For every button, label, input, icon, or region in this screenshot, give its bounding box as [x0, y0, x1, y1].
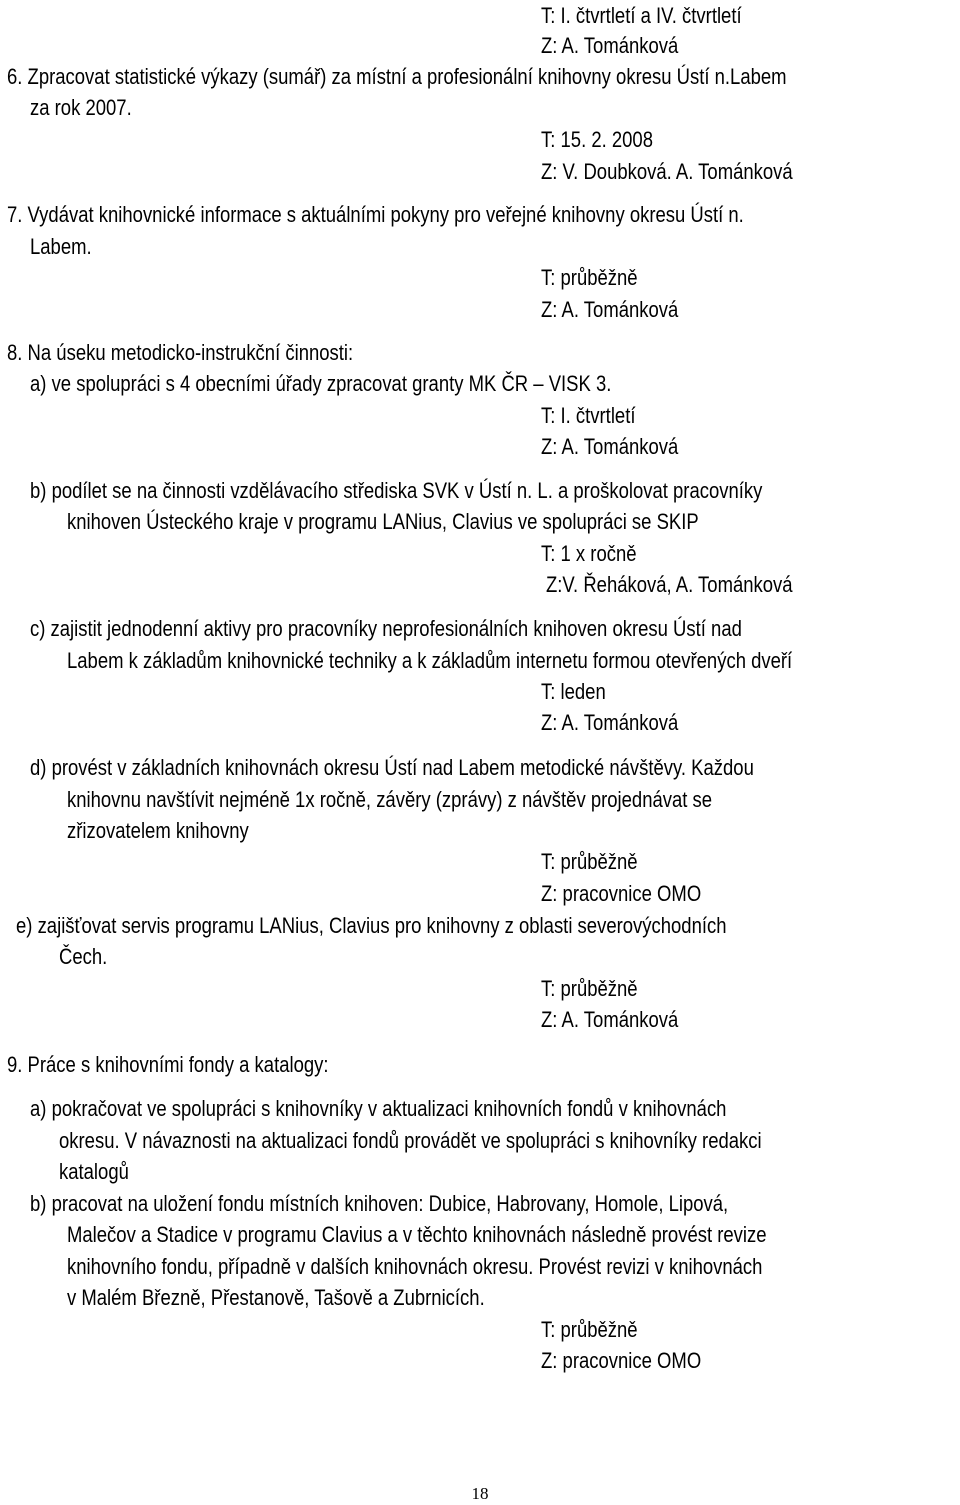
responsible-line: Z: A. Tománková	[541, 434, 679, 459]
term-line: T: průběžně	[541, 976, 638, 1001]
item-9-heading: 9. Práce s knihovními fondy a katalogy:	[7, 1052, 329, 1077]
responsible-line: Z: A. Tománková	[541, 710, 679, 735]
item-7-text: Labem.	[30, 234, 92, 259]
item-8d-text: knihovnu navštívit nejméně 1x ročně, závěry (zprávy) z návštěv projednávat se	[67, 787, 713, 812]
item-9b-text: v Malém Březně, Přestanově, Tašově a Zubrnicích.	[67, 1285, 485, 1310]
page-number: 18	[471, 1484, 489, 1503]
term-line: T: 15. 2. 2008	[541, 127, 653, 152]
item-9b-text: knihovního fondu, případně v dalších knihovnách okresu. Provést revizi v knihovnách	[67, 1254, 763, 1279]
responsible-line: Z: pracovnice OMO	[541, 1348, 702, 1373]
responsible-line: Z: V. Doubková. A. Tománková	[541, 159, 793, 184]
term-line: T: I. čtvrtletí	[541, 403, 636, 428]
term-line: T: I. čtvrtletí a IV. čtvrtletí	[541, 3, 742, 28]
item-8b-text: knihoven Ústeckého kraje v programu LANius, Clavius ve spolupráci se SKIP	[67, 509, 699, 534]
responsible-line: Z: pracovnice OMO	[541, 881, 702, 906]
term-line: T: průběžně	[541, 265, 638, 290]
term-line: T: leden	[541, 679, 606, 704]
item-9b-text: Malečov a Stadice v programu Clavius a v těchto knihovnách následně provést revize	[67, 1222, 767, 1247]
term-line: T: průběžně	[541, 849, 638, 874]
responsible-line: Z: A. Tománková	[541, 297, 679, 322]
responsible-line: Z:V. Řeháková, A. Tománková	[546, 572, 793, 597]
item-6-text: za rok 2007.	[30, 95, 132, 120]
item-8e-text: e) zajišťovat servis programu LANius, Clavius pro knihovny z oblasti severovýchodních	[16, 913, 727, 938]
item-8-heading: 8. Na úseku metodicko-instrukční činnosti:	[7, 340, 354, 365]
item-8c-text: Labem k základům knihovnické techniky a k základům internetu formou otevřených dveří	[67, 648, 793, 673]
responsible-line: Z: A. Tománková	[541, 1007, 679, 1032]
responsible-line: Z: A. Tománková	[541, 33, 679, 58]
item-8a-text: a) ve spolupráci s 4 obecními úřady zpracovat granty MK ČR – VISK 3.	[30, 371, 612, 396]
item-8d-text: zřizovatelem knihovny	[67, 818, 249, 843]
item-9b-text: b) pracovat na uložení fondu místních knihoven: Dubice, Habrovany, Homole, Lipová,	[30, 1191, 729, 1216]
item-7-text: 7. Vydávat knihovnické informace s aktuálními pokyny pro veřejné knihovny okresu Ústí n.	[7, 202, 744, 227]
term-line: T: 1 x ročně	[541, 541, 637, 566]
item-9a-text: okresu. V návaznosti na aktualizaci fondů provádět ve spolupráci s knihovníky redakci	[59, 1128, 762, 1153]
item-9a-text: katalogů	[59, 1159, 129, 1184]
item-8e-text: Čech.	[59, 944, 108, 969]
term-line: T: průběžně	[541, 1317, 638, 1342]
item-8d-text: d) provést v základních knihovnách okresu Ústí nad Labem metodické návštěvy. Každou	[30, 755, 754, 780]
item-6-text: 6. Zpracovat statistické výkazy (sumář) za místní a profesionální knihovny okresu Ústí n.Labem	[7, 64, 787, 89]
item-9a-text: a) pokračovat ve spolupráci s knihovníky v aktualizaci knihovních fondů v knihovnách	[30, 1096, 727, 1121]
item-8b-text: b) podílet se na činnosti vzdělávacího střediska SVK v Ústí n. L. a proškolovat pracovníky	[30, 478, 763, 503]
item-8c-text: c) zajistit jednodenní aktivy pro pracovníky neprofesionálních knihoven okresu Ústí nad	[30, 616, 742, 641]
